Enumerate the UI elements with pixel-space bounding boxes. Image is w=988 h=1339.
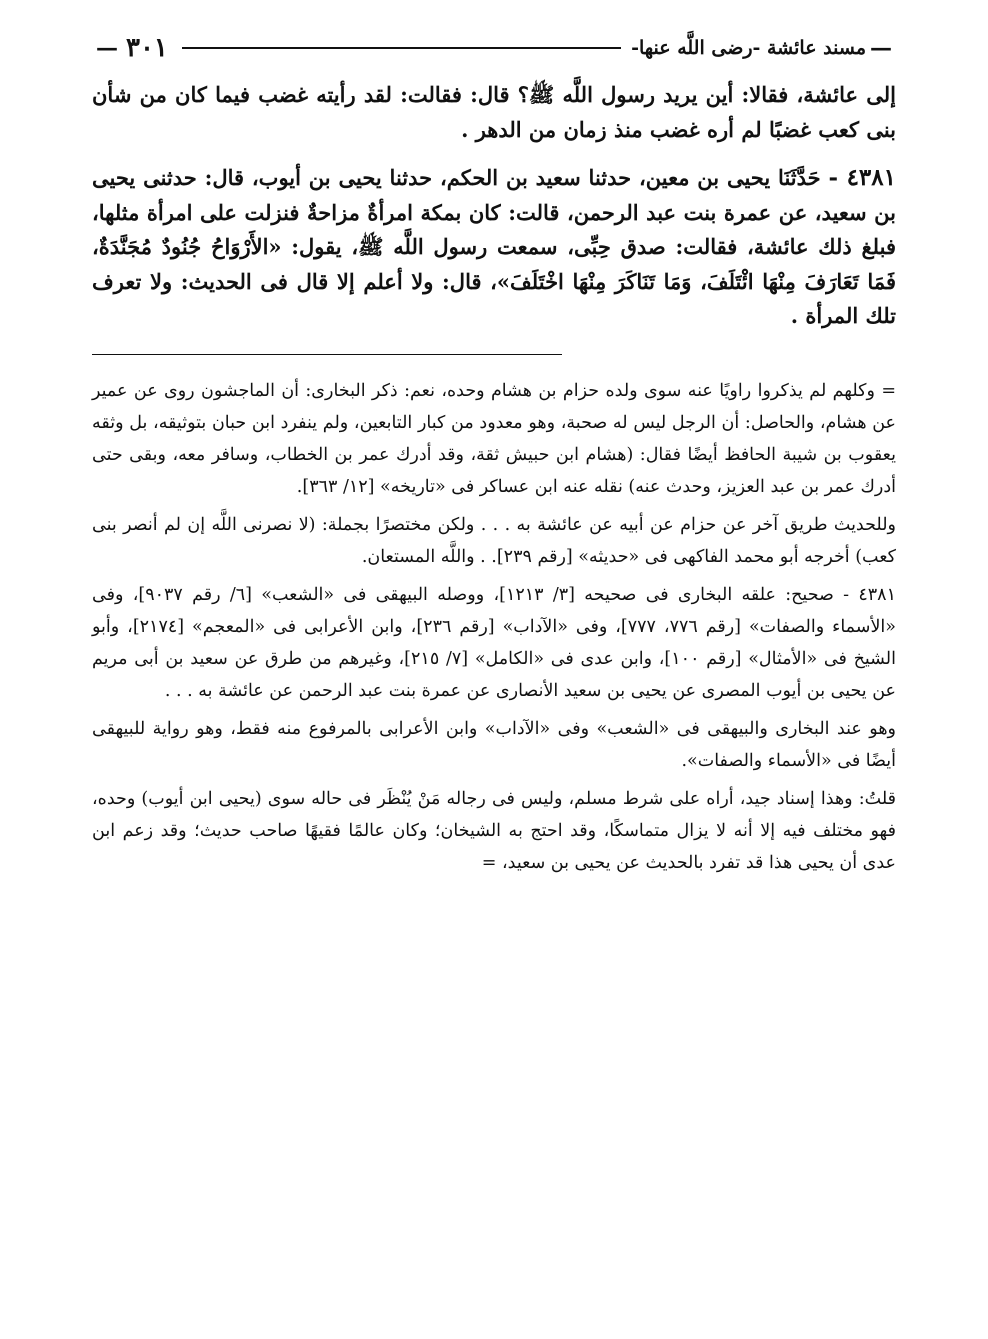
footnote-paragraph: وهو عند البخارى والبيهقى فى «الشعب» وفى «الآداب» وابن الأعرابى بالمرفوع منه فقط، وهو رواية للبيهقى أيضًا فى «الأسماء والصفات». — [92, 718, 896, 771]
hadith-text: حَدَّثَنَا يحيى بن معين، حدثنا سعيد بن الحكم، حدثنا يحيى بن أيوب، قال: حدثنى يحيى بن سعيد، عن عمرة بنت عبد الرحمن، قالت: كان بمكة امرأةٌ مزاحةٌ فنزلت على امرأة مثلها، فبلغ ذلك عائشة، فقالت: صدق حِبِّى، سمعت رسول اللَّه ﷺ، يقول: «الأَرْوَاحُ جُنُودٌ مُجَنَّدَةٌ، فَمَا تَعَارَفَ مِنْهَا ائْتَلَفَ، وَمَا تَنَاكَرَ مِنْهَا اخْتَلَفَ»، قال: ولا أعلم إلا قال فى الحديث: ولا تعرف تلك المرأة . — [92, 165, 896, 328]
header-dash-right: — — [870, 35, 892, 61]
footnote-paragraph: وللحديث طريق آخر عن حزام عن أبيه عن عائشة به . . . ولكن مختصرًا بجملة: (لا نصرنى اللَّه إن لم أنصر بنى كعب) أخرجه أبو محمد الفاكهى فى «حديثه» [رقم ٢٣٩]. . واللَّه المستعان. — [92, 514, 896, 567]
footnote-paragraph: ٤٣٨١ - صحيح: علقه البخارى فى صحيحه [٣/ ١٢١٣]، ووصله البيهقى فى «الشعب» [٦/ رقم ٩٠٣٧]، وفى «الأسماء والصفات» [رقم ٧٧٦، ٧٧٧]، وفى «الآداب» [رقم ٢٣٦]، وابن الأعرابى فى «المعجم» [٢١٧٤]، وأبو الشيخ فى «الأمثال» [رقم ١٠٠]، وابن عدى فى «الكامل» [٧/ ٢١٥]، وغيرهم من طرق عن سعيد بن أبى مريم عن يحيى بن أيوب المصرى عن يحيى بن سعيد الأنصارى عن عمرة بنت عبد الرحمن عن عائشة به . . . — [92, 584, 896, 701]
main-text — [92, 78, 896, 334]
running-header — [92, 30, 896, 66]
footnote-paragraph: = وكلهم لم يذكروا راويًا عنه سوى ولده حزام بن هشام وحده، نعم: ذكر البخارى: أن الماجشون روى عن عمير عن هشام، والحاصل: أن الرجل ليس له صحبة، وهو معدود من كبار التابعين، ولم ينفرد ابن حبان بتوثيقه، بل وثقه يعقوب بن شيبة الحافظ أيضًا فقال: (هشام ابن حبيش ثقة، وقد أدرك عمر بن الخطاب، وسافر معه، وبقى حتى أدرك عمر بن عبد العزيز، وحدث عنه) نقله عنه ابن عساكر فى «تاريخه» [١٢/ ٣٦٣]. — [92, 380, 896, 497]
header-rule — [182, 47, 621, 49]
footnote-separator — [92, 354, 562, 355]
footnote-paragraph: قلتُ: وهذا إسناد جيد، أراه على شرط مسلم، وليس فى رجاله مَنْ يُنْظَر فى حاله سوى (يحيى ابن أيوب) وحده، فهو مختلف فيه إلا أنه لا يزال متماسكًا، وقد احتج به الشيخان؛ وكان عالمًا فقيهًا صاحب حديث؛ وقد زعم ابن عدى أن يحيى هذا قد تفرد بالحديث عن يحيى بن سعيد، = — [92, 788, 896, 873]
running-title: مسند عائشة -رضى اللَّه عنها- — [631, 37, 866, 59]
page-content — [92, 78, 896, 885]
footnotes — [92, 375, 896, 879]
main-paragraph: إلى عائشة، فقالا: أين يريد رسول اللَّه ﷺ؟ قال: فقالت: لقد رأيته غضب فيما كان من شأن بنى كعب غضبًا لم أره غضب منذ زمان من الدهر . — [92, 82, 896, 142]
page-number: ٣٠١ — [126, 33, 168, 63]
hadith-paragraph — [92, 161, 896, 334]
header-dash-left: — — [96, 35, 118, 61]
hadith-number: ٤٣٨١ - — [828, 164, 896, 191]
